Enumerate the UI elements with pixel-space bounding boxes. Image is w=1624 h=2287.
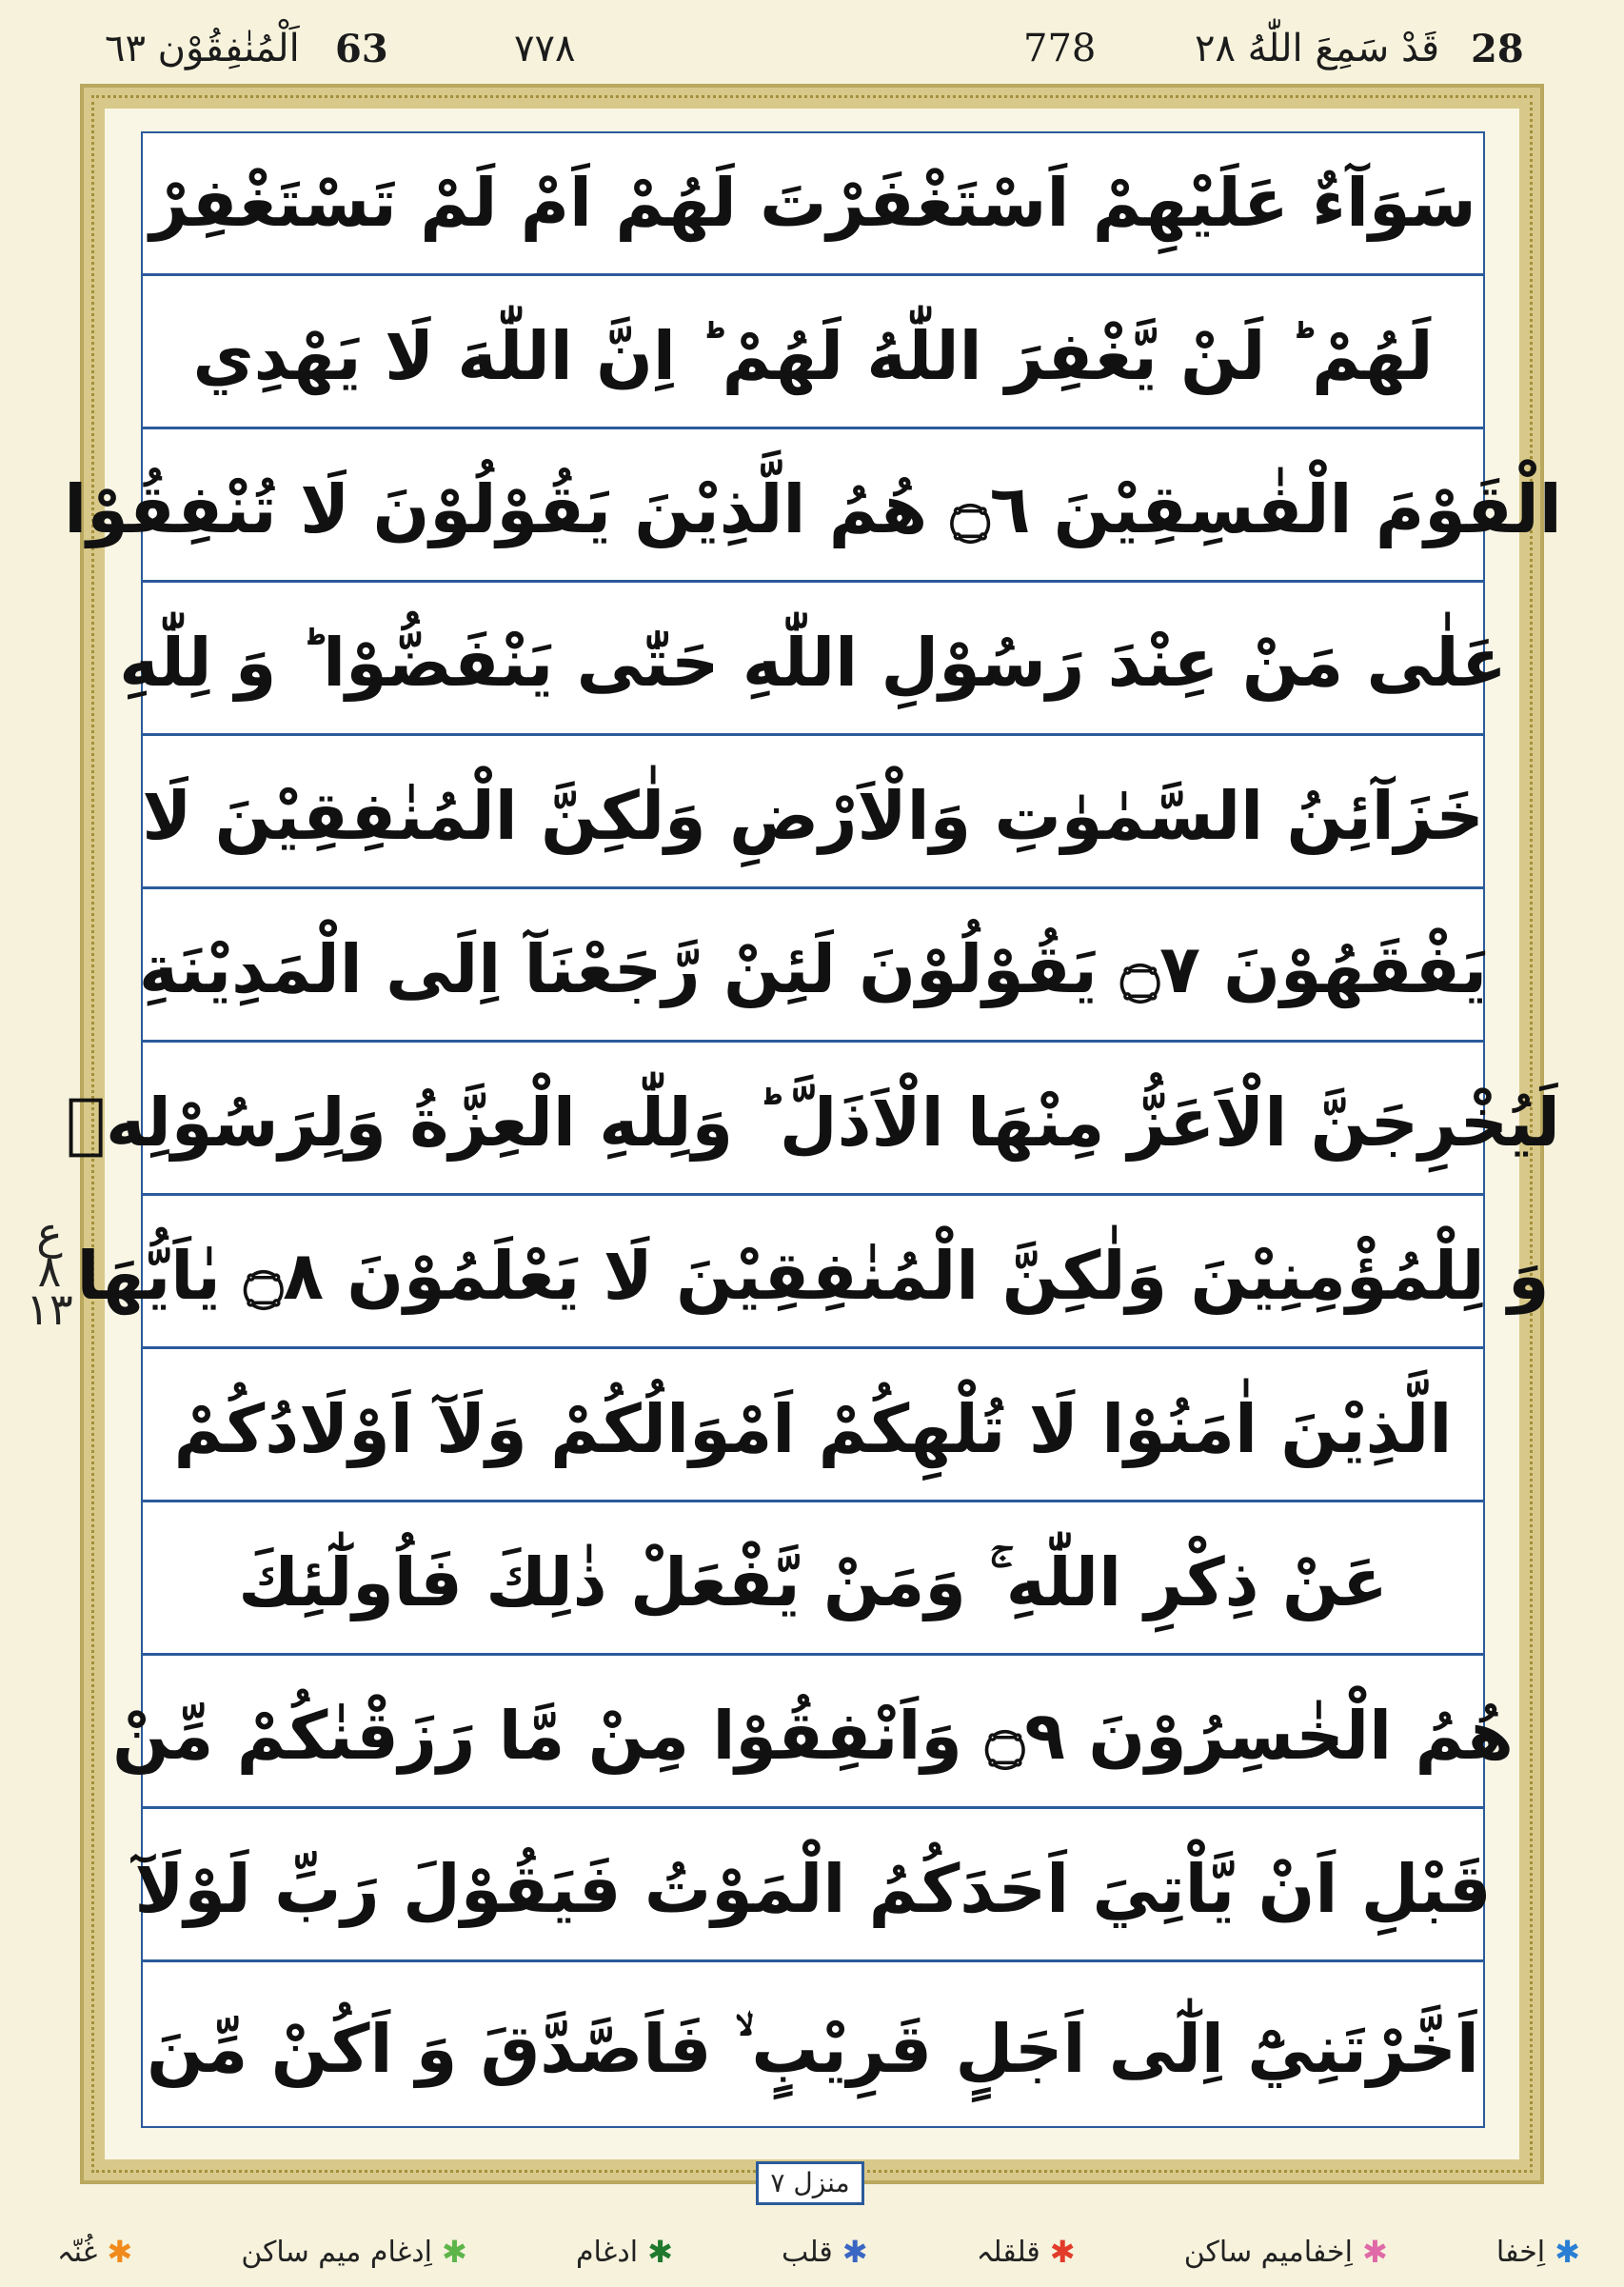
ruku-marker: ع ٨ ١٣ <box>26 1207 73 1335</box>
text-line: وَ لِلْمُؤْمِنِيْنَ وَلٰكِنَّ الْمُنٰفِقِيْنَ لَا يَعْلَمُوْنَ ۝٨ يٰاَيُّهَا <box>143 1206 1483 1349</box>
manzil-label: منزل ٧ <box>756 2161 864 2205</box>
text-line: خَزَآئِنُ السَّمٰوٰتِ وَالْاَرْضِ وَلٰكِنَّ الْمُنٰفِقِيْنَ لَا <box>143 746 1483 889</box>
text-line: عَنْ ذِكْرِ اللّٰهِ ۚ وَمَنْ يَّفْعَلْ ذٰلِكَ فَاُولٰٓئِكَ <box>143 1513 1483 1656</box>
star-icon: ✱ <box>1555 2234 1580 2270</box>
legend-item: ✱ ادغام <box>575 2234 673 2270</box>
legend-item: ✱ قلب <box>782 2234 868 2270</box>
juz-number: 28 <box>1471 27 1524 71</box>
star-icon: ✱ <box>842 2234 868 2270</box>
legend-item: ✱ اِخفامیم ساکن <box>1183 2234 1388 2270</box>
surah-number: 63 <box>335 27 388 71</box>
page-number-arabic: ٧٧٨ <box>514 27 576 70</box>
text-line: عَلٰى مَنْ عِنْدَ رَسُوْلِ اللّٰهِ حَتّٰى يَنْفَضُّوْا ؕ وَ لِلّٰهِ <box>143 593 1483 736</box>
text-line: هُمُ الْخٰسِرُوْنَ ۝٩ وَاَنْفِقُوْا مِنْ مَّا رَزَقْنٰكُمْ مِّنْ <box>143 1666 1483 1809</box>
legend-item: ✱ قلقلہ <box>976 2234 1076 2270</box>
page-number: 778 <box>1023 27 1097 70</box>
legend-item: ✱ غُنّہ <box>57 2234 133 2270</box>
legend-item: ✱ اِخفا <box>1495 2234 1580 2270</box>
star-icon: ✱ <box>107 2234 133 2270</box>
surah-name: اَلْمُنٰفِقُوْن ٦٣ <box>105 27 300 70</box>
page-header <box>0 0 1624 95</box>
text-line: الْقَوْمَ الْفٰسِقِيْنَ ۝٦ هُمُ الَّذِيْنَ يَقُوْلُوْنَ لَا تُنْفِقُوْا <box>143 440 1483 583</box>
text-line: سَوَآءٌ عَلَيْهِمْ اَسْتَغْفَرْتَ لَهُمْ اَمْ لَمْ تَسْتَغْفِرْ <box>143 133 1483 276</box>
text-line: قَبْلِ اَنْ يَّاْتِيَ اَحَدَكُمُ الْمَوْتُ فَيَقُوْلَ رَبِّ لَوْلَآ <box>143 1820 1483 1962</box>
star-icon: ✱ <box>1361 2234 1388 2270</box>
star-icon: ✱ <box>647 2234 673 2270</box>
quran-text-area <box>64 131 1562 2128</box>
text-line: يَفْقَهُوْنَ ۝٧ يَقُوْلُوْنَ لَئِنْ رَّجَعْنَآ اِلَى الْمَدِيْنَةِ <box>143 900 1483 1043</box>
text-line: اَخَّرْتَنِيْٓ اِلٰٓى اَجَلٍ قَرِيْبٍ ۙ فَاَصَّدَّقَ وَ اَكُنْ مِّنَ <box>147 2010 1479 2088</box>
text-line: الَّذِيْنَ اٰمَنُوْا لَا تُلْهِكُمْ اَمْوَالُكُمْ وَلَآ اَوْلَادُكُمْ <box>143 1360 1483 1502</box>
text-line: لَيُخْرِجَنَّ الْاَعَزُّ مِنْهَا الْاَذَلَّ ؕ وَلِلّٰهِ الْعِزَّةُ وَلِرَسُوْلِهٖ <box>143 1053 1483 1196</box>
text-line: لَهُمْ ؕ لَنْ يَّغْفِرَ اللّٰهُ لَهُمْ ؕ اِنَّ اللّٰهَ لَا يَهْدِي <box>143 287 1483 429</box>
tajweed-legend <box>57 2223 1580 2280</box>
star-icon: ✱ <box>441 2234 467 2270</box>
star-icon: ✱ <box>1049 2234 1076 2270</box>
legend-item: ✱ اِدغام میم ساکن <box>241 2234 467 2270</box>
juz-name: قَدْ سَمِعَ اللّٰهُ ٢٨ <box>1195 27 1440 70</box>
